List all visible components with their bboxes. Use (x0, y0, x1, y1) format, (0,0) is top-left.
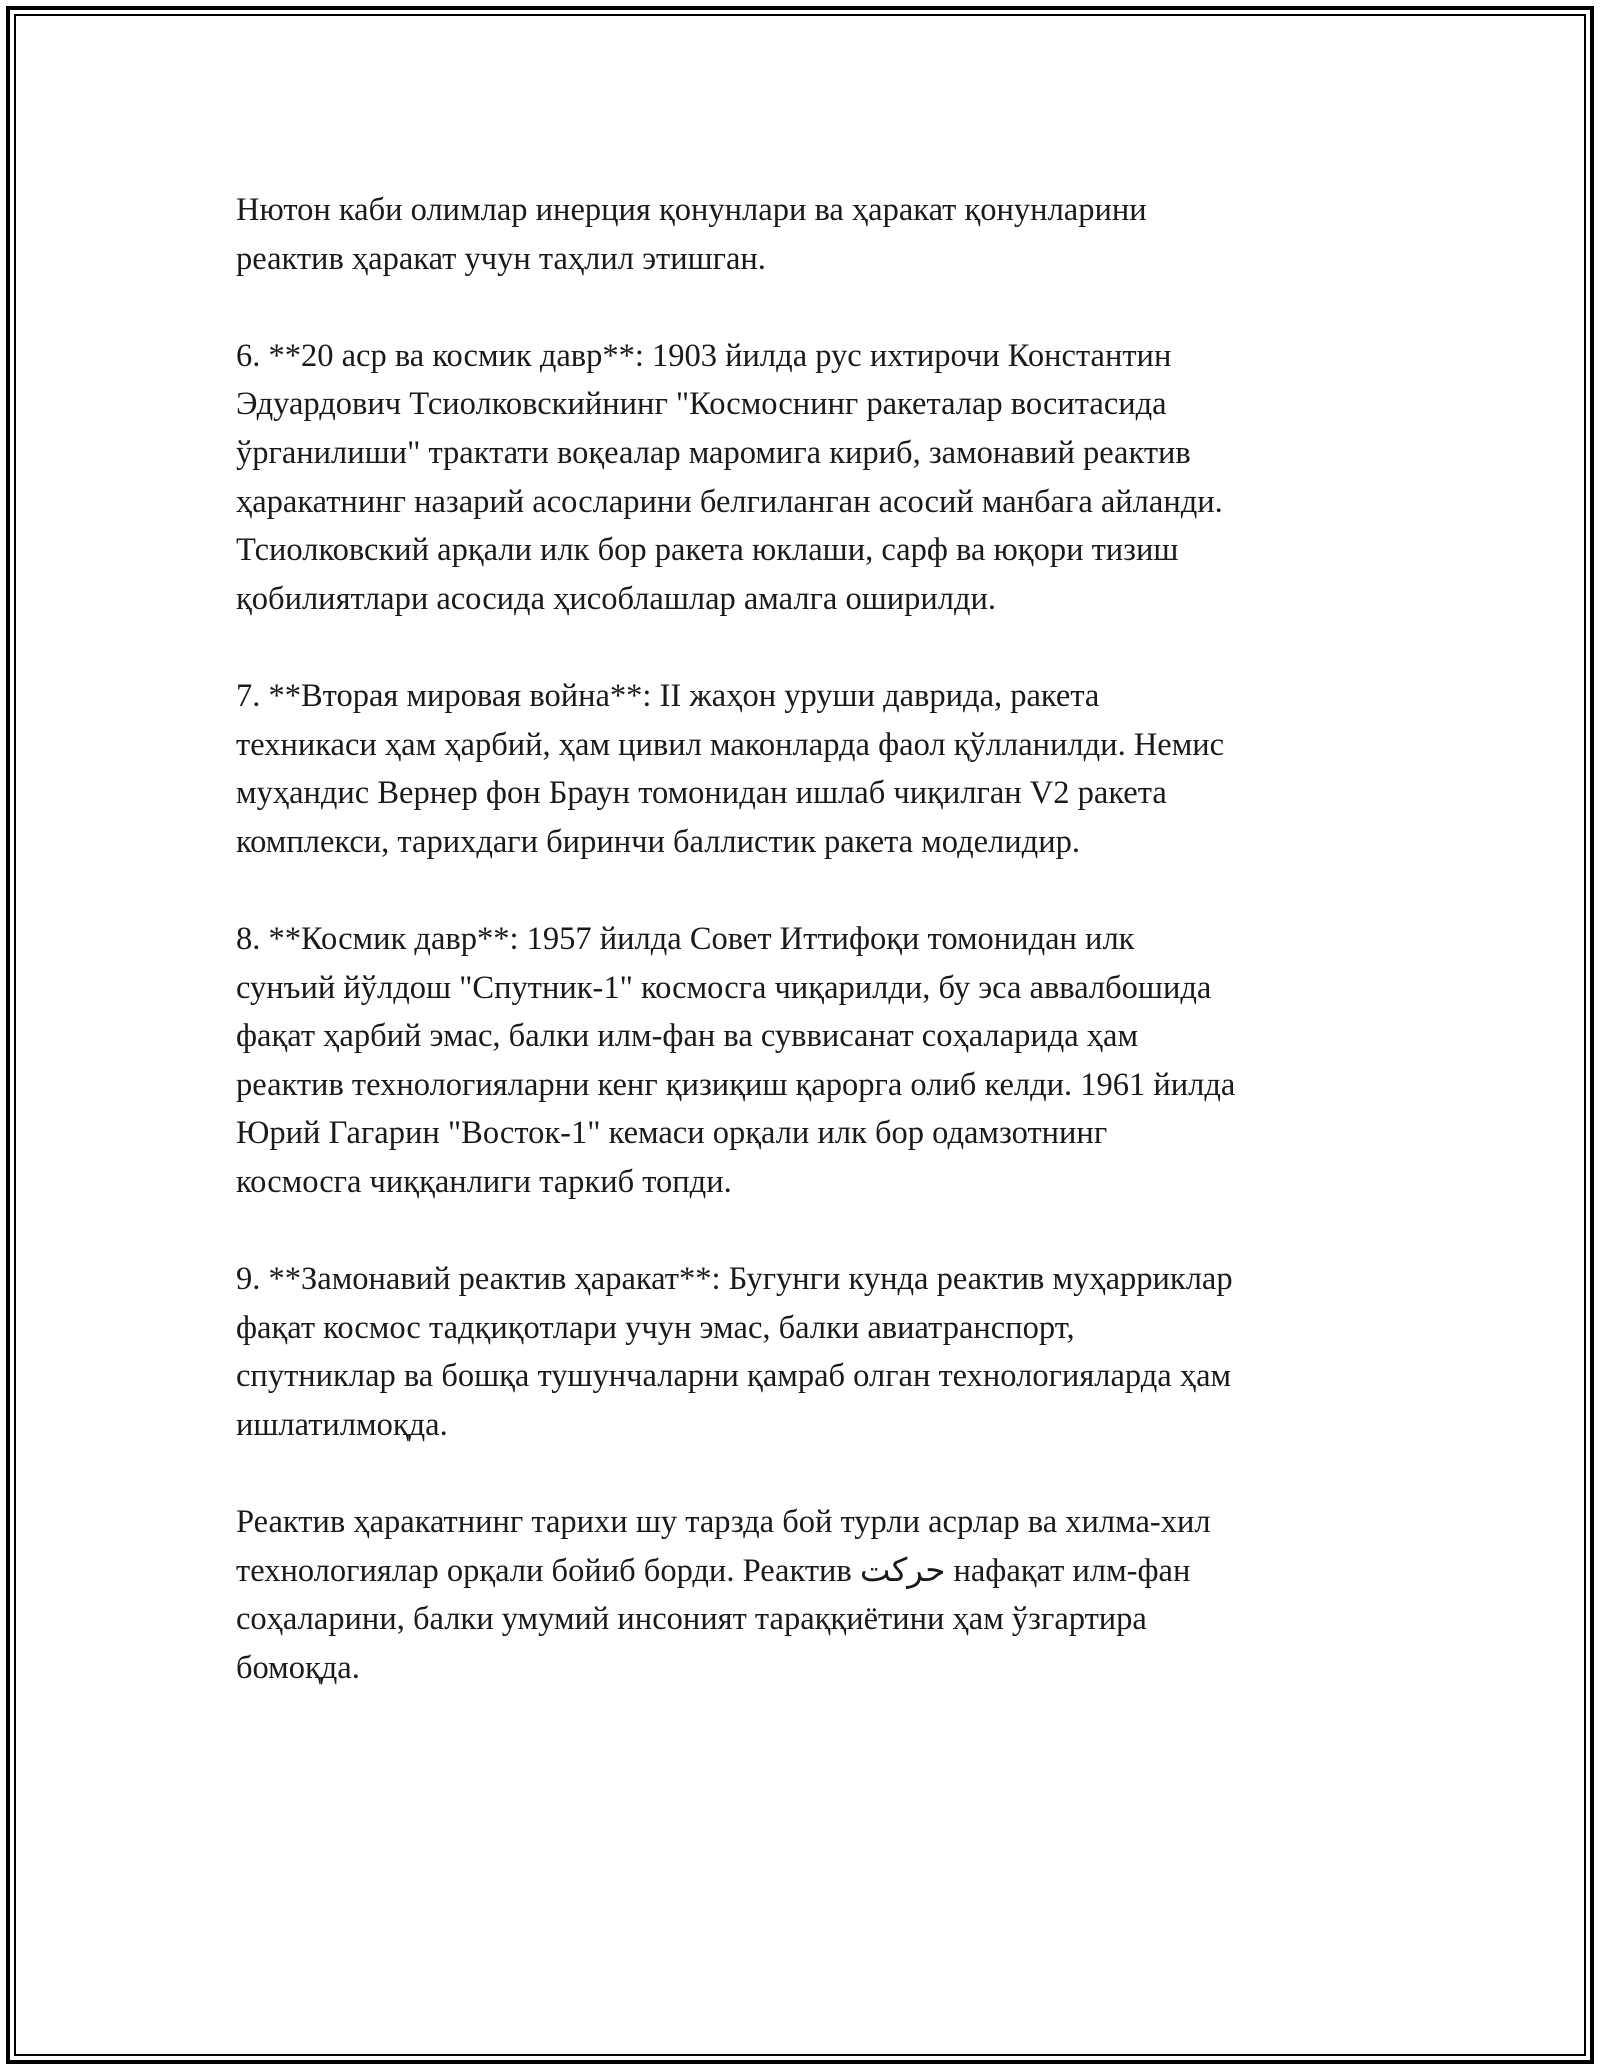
paragraph-item-8: 8. **Космик давр**: 1957 йилда Совет Иттифоқи томонидан илк сунъий йўлдош "Спутник-1" космосга чиқарилди, бу эса аввалбошида фақат ҳарбий эмас, балки илм-фан ва суввисанат соҳаларида ҳам реактив технологияларни кенг қизиқиш қарорга олиб келди. 1961 йилда Юрий Гагарин "Восток-1" кемаси орқали илк бор одамзотнинг космосга чиққанлиги таркиб топди. (236, 920, 1236, 1200)
paragraph-intro: Нютон каби олимлар инерция қонунлари ва ҳаракат қонунларини реактив ҳаракат учун таҳлил этишган. (236, 192, 1147, 277)
paragraph-conclusion: Реактив ҳаракатнинг тарихи шу тарзда бой турли асрлар ва хилма-хил технологиялар орқали бойиб борди. Реактив حركت нафақат илм-фан соҳаларини, балки умумий инсоният тараққиётини ҳам ўзгартира бомоқда. (236, 1504, 1211, 1686)
paragraph-item-9: 9. **Замонавий реактив ҳаракат**: Бугунги кунда реактив муҳарриклар фақат космос тадқиқотлари учун эмас, балки авиатранспорт, спутниклар ва бошқа тушунчаларни қамраб олган технологияларда ҳам ишлатилмоқда. (236, 1261, 1233, 1443)
document-body (236, 186, 1386, 1692)
paragraph-item-7: 7. **Вторая мировая война**: II жаҳон уруши даврида, ракета техникаси ҳам ҳарбий, ҳам цивил маконларда фаол қўлланилди. Немис муҳандис Вернер фон Браун томонидан ишлаб чиқилган V2 ракета комплекси, тарихдаги биринчи баллистик ракета моделидир. (236, 677, 1225, 860)
paragraph-item-6: 6. **20 аср ва космик давр**: 1903 йилда рус ихтирочи Константин Эдуардович Тсиолковскийнинг "Космоснинг ракеталар воситасида ўрганилиши" трактати воқеалар маромига кириб, замонавий реактив ҳаракатнинг назарий асосларини белгиланган асосий манбага айланди. Тсиолковский арқали илк бор ракета юклаши, сарф ва юқори тизиш қобилиятлари асосида ҳисоблашлар амалга оширилди. (236, 337, 1223, 617)
